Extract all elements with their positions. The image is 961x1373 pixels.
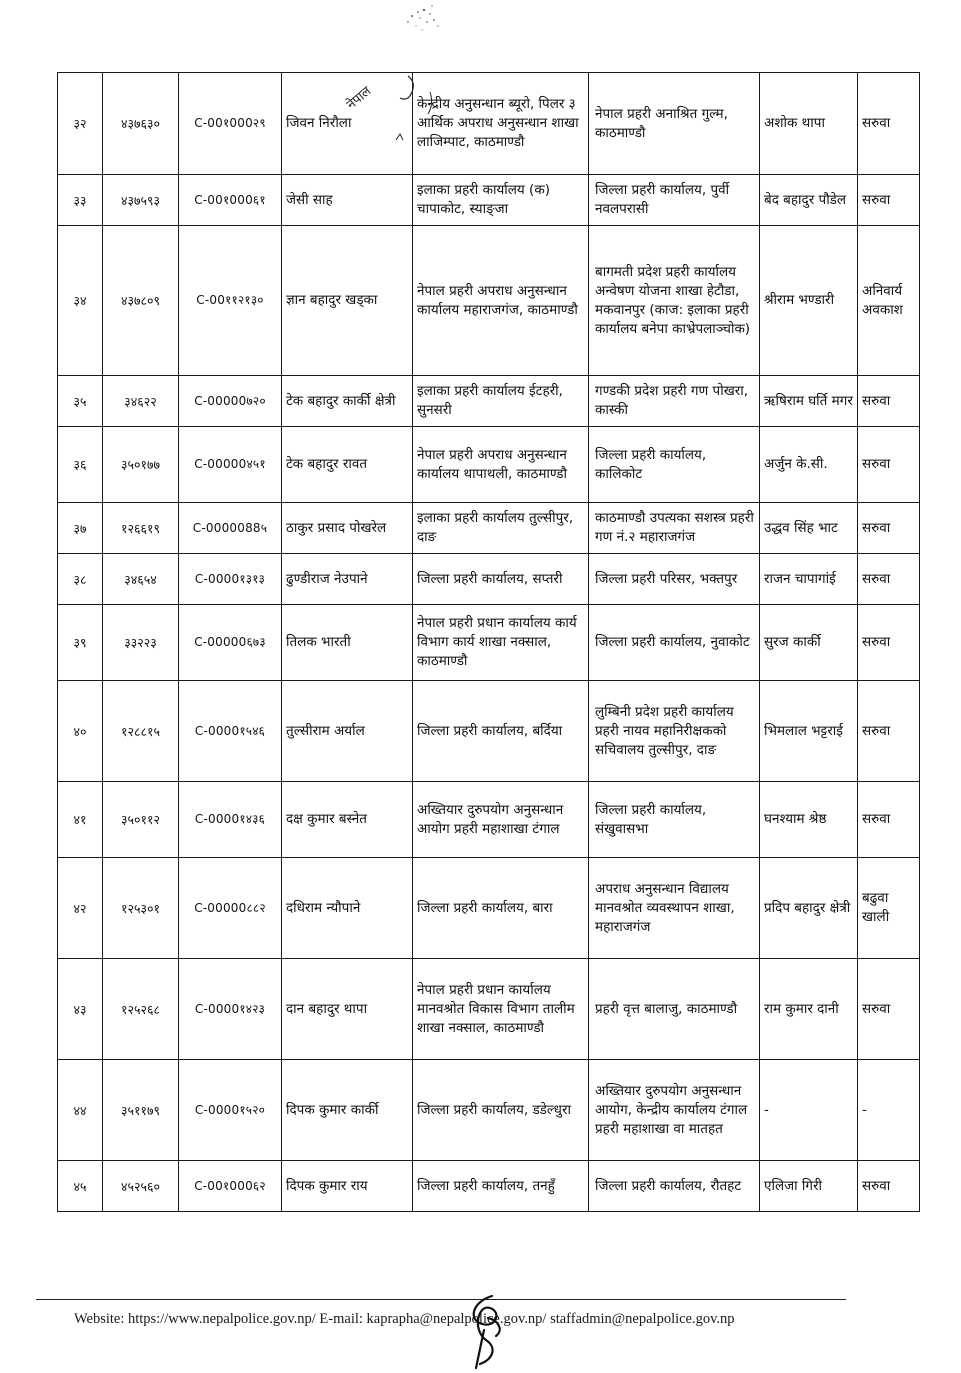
current-office-cell: इलाका प्रहरी कार्यालय ईटहरी, सुनसरी bbox=[413, 376, 589, 427]
table-row bbox=[58, 226, 920, 376]
table-row bbox=[58, 681, 920, 782]
serial-cell: ३४ bbox=[58, 226, 103, 376]
table-row bbox=[58, 1060, 920, 1161]
serial-cell: ४३ bbox=[58, 959, 103, 1060]
police-id-cell: १२५३०१ bbox=[103, 858, 179, 959]
code-cell: C-0000१४२३ bbox=[179, 959, 282, 1060]
serial-cell: ४४ bbox=[58, 1060, 103, 1161]
name-cell: ज्ञान बहादुर खड्का bbox=[282, 226, 413, 376]
table-row bbox=[58, 959, 920, 1060]
remark-cell: सरुवा bbox=[858, 73, 920, 175]
table-row bbox=[58, 73, 920, 175]
replacement-cell: सुरज कार्की bbox=[760, 605, 858, 681]
new-office-cell: अपराध अनुसन्धान विद्यालय मानवश्रोत व्यवस्थापन शाखा, महाराजगंज bbox=[589, 858, 760, 959]
new-office-cell: लुम्बिनी प्रदेश प्रहरी कार्यालय प्रहरी नायव महानिरीक्षकको सचिवालय तुल्सीपुर, दाङ bbox=[589, 681, 760, 782]
remark-cell: सरुवा bbox=[858, 681, 920, 782]
table-row bbox=[58, 554, 920, 605]
current-office-cell: जिल्ला प्रहरी कार्यालय, बारा bbox=[413, 858, 589, 959]
replacement-cell: अशोक थापा bbox=[760, 73, 858, 175]
transfer-table bbox=[57, 72, 920, 1212]
police-id-cell: १२५२६८ bbox=[103, 959, 179, 1060]
current-office-cell: जिल्ला प्रहरी कार्यालय, तनहुँ bbox=[413, 1161, 589, 1212]
replacement-cell: प्रदिप बहादुर क्षेत्री bbox=[760, 858, 858, 959]
police-id-cell: १२६६१९ bbox=[103, 503, 179, 554]
serial-cell: ३९ bbox=[58, 605, 103, 681]
police-id-cell: ४३७६३० bbox=[103, 73, 179, 175]
table-row bbox=[58, 376, 920, 427]
code-cell: C-00११२१३० bbox=[179, 226, 282, 376]
current-office-cell: नेपाल प्रहरी अपराध अनुसन्धान कार्यालय थापाथली, काठमाण्डौ bbox=[413, 427, 589, 503]
name-cell: दिपक कुमार कार्की bbox=[282, 1060, 413, 1161]
top-stamp-mark bbox=[372, 0, 462, 40]
current-office-cell: नेपाल प्रहरी प्रधान कार्यालय कार्य विभाग कार्य शाखा नक्साल, काठमाण्डौ bbox=[413, 605, 589, 681]
serial-cell: ४१ bbox=[58, 782, 103, 858]
name-cell: टेक बहादुर रावत bbox=[282, 427, 413, 503]
code-cell: C-0000१५४६ bbox=[179, 681, 282, 782]
police-id-cell: ३३२२३ bbox=[103, 605, 179, 681]
police-id-cell: ३४६२२ bbox=[103, 376, 179, 427]
serial-cell: ३६ bbox=[58, 427, 103, 503]
name-cell: ठाकुर प्रसाद पोखरेल bbox=[282, 503, 413, 554]
table-row bbox=[58, 427, 920, 503]
stamp-text: नेपाल bbox=[344, 83, 375, 113]
new-office-cell: काठमाण्डौ उपत्यका सशस्त्र प्रहरी गण नं.२ महाराजगंज bbox=[589, 503, 760, 554]
replacement-cell: भिमलाल भट्टराई bbox=[760, 681, 858, 782]
serial-cell: ३७ bbox=[58, 503, 103, 554]
new-office-cell: जिल्ला प्रहरी कार्यालय, संखुवासभा bbox=[589, 782, 760, 858]
code-cell: C-00१000६२ bbox=[179, 1161, 282, 1212]
code-cell: C-00000७२० bbox=[179, 376, 282, 427]
name-cell: टेक बहादुर कार्की क्षेत्री bbox=[282, 376, 413, 427]
replacement-cell: बेद बहादुर पौडेल bbox=[760, 175, 858, 226]
remark-cell: सरुवा bbox=[858, 782, 920, 858]
serial-cell: ४२ bbox=[58, 858, 103, 959]
remark-cell: - bbox=[858, 1060, 920, 1161]
name-cell: जिवन निरौला bbox=[282, 73, 413, 175]
remark-cell: सरुवा bbox=[858, 554, 920, 605]
new-office-cell: अख्तियार दुरुपयोग अनुसन्धान आयोग, केन्द्रीय कार्यालय टंगाल प्रहरी महाशाखा वा मातहत bbox=[589, 1060, 760, 1161]
code-cell: C-00१000६१ bbox=[179, 175, 282, 226]
police-id-cell: ३५११७९ bbox=[103, 1060, 179, 1161]
police-id-cell: ४३७८०९ bbox=[103, 226, 179, 376]
name-cell: ढुण्डीराज नेउपाने bbox=[282, 554, 413, 605]
new-office-cell: जिल्ला प्रहरी कार्यालय, कालिकोट bbox=[589, 427, 760, 503]
police-id-cell: ३५०११२ bbox=[103, 782, 179, 858]
current-office-cell: जिल्ला प्रहरी कार्यालय, सप्तरी bbox=[413, 554, 589, 605]
table-row bbox=[58, 175, 920, 226]
current-office-cell: जिल्ला प्रहरी कार्यालय, बर्दिया bbox=[413, 681, 589, 782]
name-cell: दान बहादुर थापा bbox=[282, 959, 413, 1060]
new-office-cell: जिल्ला प्रहरी कार्यालय, पुर्वी नवलपरासी bbox=[589, 175, 760, 226]
police-id-cell: ३४६५४ bbox=[103, 554, 179, 605]
replacement-cell: उद्धव सिंह भाट bbox=[760, 503, 858, 554]
replacement-cell: एलिजा गिरी bbox=[760, 1161, 858, 1212]
code-cell: C-00000६७३ bbox=[179, 605, 282, 681]
name-cell: दिपक कुमार राय bbox=[282, 1161, 413, 1212]
table-row bbox=[58, 605, 920, 681]
code-cell: C-00१000२९ bbox=[179, 73, 282, 175]
replacement-cell: श्रीराम भण्डारी bbox=[760, 226, 858, 376]
remark-cell: सरुवा bbox=[858, 427, 920, 503]
police-id-cell: १२८८१५ bbox=[103, 681, 179, 782]
serial-cell: ३८ bbox=[58, 554, 103, 605]
new-office-cell: जिल्ला प्रहरी परिसर, भक्तपुर bbox=[589, 554, 760, 605]
police-id-cell: ४३७५९३ bbox=[103, 175, 179, 226]
new-office-cell: बागमती प्रदेश प्रहरी कार्यालय अन्वेषण योजना शाखा हेटौडा, मकवानपुर (काज: इलाका प्रहरी कार्यालय बनेपा काभ्रेपलाञ्चोक) bbox=[589, 226, 760, 376]
remark-cell: अनिवार्य अवकाश bbox=[858, 226, 920, 376]
new-office-cell: जिल्ला प्रहरी कार्यालय, नुवाकोट bbox=[589, 605, 760, 681]
code-cell: C-00000८८२ bbox=[179, 858, 282, 959]
name-cell: तिलक भारती bbox=[282, 605, 413, 681]
current-office-cell: केन्द्रीय अनुसन्धान ब्यूरो, पिलर ३ आर्थिक अपराध अनुसन्धान शाखा लाजिम्पाट, काठमाण्डौ bbox=[413, 73, 589, 175]
police-id-cell: ४५२५६० bbox=[103, 1161, 179, 1212]
current-office-cell: इलाका प्रहरी कार्यालय तुल्सीपुर, दाङ bbox=[413, 503, 589, 554]
current-office-cell: नेपाल प्रहरी प्रधान कार्यालय मानवश्रोत विकास विभाग तालीम शाखा नक्साल, काठमाण्डौ bbox=[413, 959, 589, 1060]
current-office-cell: नेपाल प्रहरी अपराध अनुसन्धान कार्यालय महाराजगंज, काठमाण्डौ bbox=[413, 226, 589, 376]
replacement-cell: ऋषिराम घर्ति मगर bbox=[760, 376, 858, 427]
name-cell: जेसी साह bbox=[282, 175, 413, 226]
replacement-cell: - bbox=[760, 1060, 858, 1161]
current-office-cell: अख्तियार दुरुपयोग अनुसन्धान आयोग प्रहरी महाशाखा टंगाल bbox=[413, 782, 589, 858]
table-body bbox=[58, 73, 920, 1212]
remark-cell: सरुवा bbox=[858, 605, 920, 681]
footer-divider bbox=[36, 1299, 846, 1300]
remark-cell: सरुवा bbox=[858, 1161, 920, 1212]
table-row bbox=[58, 503, 920, 554]
code-cell: C-0000088५ bbox=[179, 503, 282, 554]
new-office-cell: जिल्ला प्रहरी कार्यालय, रौतहट bbox=[589, 1161, 760, 1212]
replacement-cell: राम कुमार दानी bbox=[760, 959, 858, 1060]
name-cell: दधिराम न्यौपाने bbox=[282, 858, 413, 959]
serial-cell: ४५ bbox=[58, 1161, 103, 1212]
code-cell: C-0000१३१३ bbox=[179, 554, 282, 605]
current-office-cell: जिल्ला प्रहरी कार्यालय, डडेल्धुरा bbox=[413, 1060, 589, 1161]
remark-cell: सरुवा bbox=[858, 376, 920, 427]
table-row bbox=[58, 782, 920, 858]
code-cell: C-0000१४३६ bbox=[179, 782, 282, 858]
police-id-cell: ३५०१७७ bbox=[103, 427, 179, 503]
serial-cell: ३२ bbox=[58, 73, 103, 175]
new-office-cell: नेपाल प्रहरी अनाश्रित गुल्म, काठमाण्डौ bbox=[589, 73, 760, 175]
replacement-cell: घनश्याम श्रेष्ठ bbox=[760, 782, 858, 858]
handwritten-signature bbox=[462, 1290, 512, 1370]
new-office-cell: प्रहरी वृत्त बालाजु, काठमाण्डौ bbox=[589, 959, 760, 1060]
serial-cell: ३३ bbox=[58, 175, 103, 226]
code-cell: C-00000४५१ bbox=[179, 427, 282, 503]
remark-cell: बढुवा खाली bbox=[858, 858, 920, 959]
current-office-cell: इलाका प्रहरी कार्यालय (क) चापाकोट, स्याङ्जा bbox=[413, 175, 589, 226]
remark-cell: सरुवा bbox=[858, 175, 920, 226]
remark-cell: सरुवा bbox=[858, 503, 920, 554]
serial-cell: ३५ bbox=[58, 376, 103, 427]
table-row bbox=[58, 1161, 920, 1212]
footer-contact: Website: https://www.nepalpolice.gov.np/ E-mail: kaprapha@nepalpolice.gov.np/ staffadmin@nepalpolice.gov.np bbox=[74, 1311, 735, 1327]
new-office-cell: गण्डकी प्रदेश प्रहरी गण पोखरा, कास्की bbox=[589, 376, 760, 427]
table-row bbox=[58, 858, 920, 959]
code-cell: C-0000१५२० bbox=[179, 1060, 282, 1161]
serial-cell: ४० bbox=[58, 681, 103, 782]
name-cell: दक्ष कुमार बस्नेत bbox=[282, 782, 413, 858]
remark-cell: सरुवा bbox=[858, 959, 920, 1060]
replacement-cell: राजन चापागांई bbox=[760, 554, 858, 605]
name-cell: तुल्सीराम अर्याल bbox=[282, 681, 413, 782]
replacement-cell: अर्जुन के.सी. bbox=[760, 427, 858, 503]
